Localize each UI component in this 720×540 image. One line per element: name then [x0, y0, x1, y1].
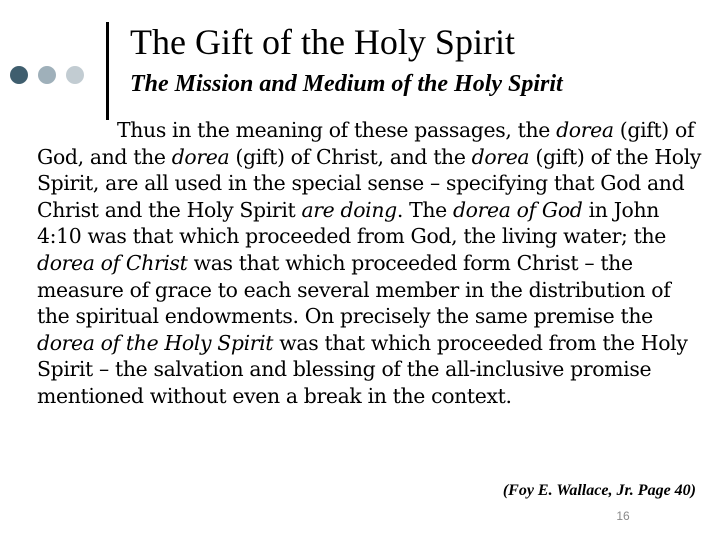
quote-emphasis: dorea of Christ [37, 250, 188, 275]
quote-text: (gift) of God, and the [37, 118, 695, 169]
title-divider-line [106, 22, 109, 120]
quote-emphasis: dorea [171, 144, 230, 169]
quote-emphasis: dorea [471, 144, 530, 169]
quote-text: Thus in the meaning of these passages, the [117, 118, 557, 142]
dot-dark-icon [10, 66, 28, 84]
quote-text: . The [396, 197, 453, 222]
slide-subtitle: The Mission and Medium of the Holy Spirit [130, 71, 563, 97]
quote-emphasis: dorea [556, 118, 614, 142]
quote-text: was that which proceeded from the Holy Spirit – the salvation and blessing of the all-inclusive promise mentioned without even a break in the context. [37, 330, 688, 408]
quote-text: in John 4:10 was that which proceeded from God, the living water; the [37, 197, 667, 249]
quote-paragraph [37, 117, 705, 410]
quote-emphasis: dorea of God [452, 197, 583, 222]
page-number: 16 [616, 509, 630, 523]
slide-title: The Gift of the Holy Spirit [130, 22, 515, 62]
citation: (Foy E. Wallace, Jr. Page 40) [502, 482, 696, 499]
quote-emphasis: dorea of the Holy Spirit [37, 330, 274, 355]
bullet-dots-decoration [10, 66, 90, 84]
quote-text: was that which proceeded form Christ – the measure of grace to each several member in the distribution of the spiritual endowments. On precisely the same premise the [37, 250, 671, 329]
quote-text: (gift) of the Holy Spirit, are all used in the special sense – specifying that God and Christ and the Holy Spirit [37, 144, 702, 222]
dot-medium-icon [38, 66, 56, 84]
quote-text: (gift) of Christ, and the [229, 144, 472, 169]
dot-light-icon [66, 66, 84, 84]
quote-emphasis: are doing [301, 197, 397, 222]
